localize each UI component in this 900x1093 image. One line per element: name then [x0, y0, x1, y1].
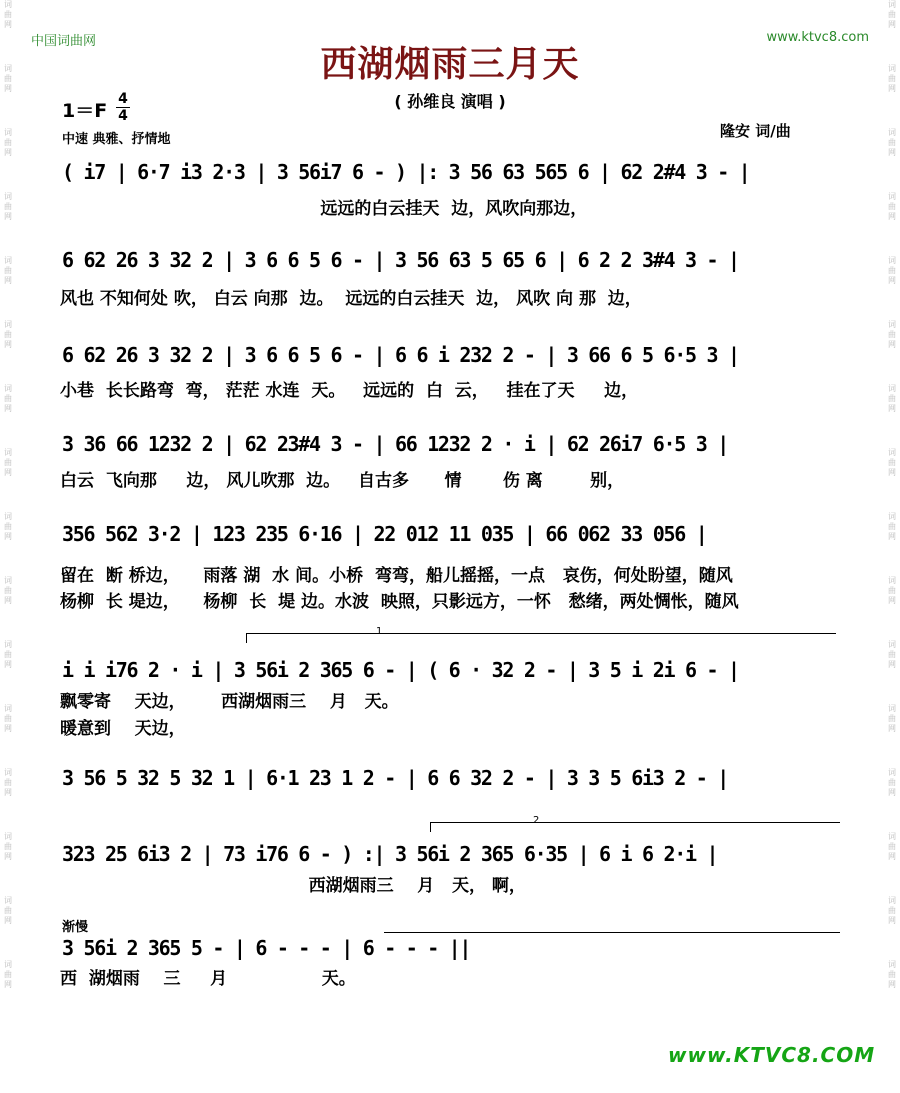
key-signature: 1＝F	[62, 100, 108, 122]
notation-line-1: ( i7 | 6·7 i3 2·3 | 3 56i7 6 - ) |: 3 56 63 565 6 | 62 2#4 3 - |	[62, 160, 750, 184]
watermark-char: 词	[888, 768, 896, 777]
watermark-char: 词	[4, 384, 12, 393]
watermark-char: 曲	[4, 394, 12, 403]
watermark-char: 曲	[888, 10, 896, 19]
watermark-char: 网	[4, 660, 12, 669]
watermark-char: 曲	[4, 330, 12, 339]
watermark-char: 词	[4, 704, 12, 713]
tie-line-final	[384, 932, 840, 933]
watermark-char: 网	[4, 852, 12, 861]
notation-line-8: 323 25 6i3 2 | 73 i76 6 - ) :| 3 56i 2 365 6·35 | 6 i 6 2·i |	[62, 842, 718, 866]
watermark-char: 网	[888, 84, 896, 93]
watermark-char: 词	[4, 896, 12, 905]
watermark-char: 网	[4, 148, 12, 157]
watermark-char: 词	[4, 64, 12, 73]
site-url-right: www.ktvc8.com	[766, 30, 869, 45]
watermark-char: 词	[888, 448, 896, 457]
watermark-char: 词	[4, 576, 12, 585]
watermark-char: 曲	[888, 714, 896, 723]
notation-line-3: 6 62 26 3 32 2 | 3 6 6 5 6 - | 6 6 i 232 2 - | 3 66 6 5 6·5 3 |	[62, 343, 739, 367]
lyric-line-8: 西湖烟雨三 月 天， 啊，	[60, 876, 526, 896]
watermark-char: 词	[888, 192, 896, 201]
volta-bracket-2	[430, 822, 840, 823]
watermark-char: 曲	[888, 458, 896, 467]
lyric-line-9: 西 湖烟雨 三 月 天。	[60, 969, 356, 989]
lyric-line-6b: 暖意到 天边，	[60, 719, 186, 739]
watermark-char: 曲	[888, 778, 896, 787]
watermark-char: 曲	[4, 522, 12, 531]
watermark-char: 网	[888, 532, 896, 541]
watermark-char: 曲	[4, 650, 12, 659]
watermark-char: 网	[4, 276, 12, 285]
watermark-char: 曲	[888, 266, 896, 275]
watermark-char: 网	[888, 276, 896, 285]
watermark-char: 网	[888, 660, 896, 669]
site-logo-footer: www.KTVC8.COM	[668, 1043, 876, 1067]
watermark-char: 词	[4, 512, 12, 521]
watermark-char: 曲	[888, 586, 896, 595]
lyric-line-5a: 留在 断 桥边， 雨落 湖 水 间。小桥 弯弯，船儿摇摇，一点 哀伤，何处盼望，随风	[60, 566, 733, 586]
watermark-char: 词	[4, 768, 12, 777]
lyric-line-4: 白云 飞向那 边， 风儿吹那 边。 自古多 情 伤 离 别，	[60, 471, 625, 491]
time-signature-bottom: 4	[118, 108, 128, 124]
watermark-char: 曲	[4, 842, 12, 851]
watermark-char: 词	[4, 832, 12, 841]
song-title: 西湖烟雨三月天	[320, 44, 580, 85]
watermark-char: 网	[888, 788, 896, 797]
watermark-char: 词	[888, 384, 896, 393]
watermark-char: 词	[888, 960, 896, 969]
volta-number-2: 2	[533, 815, 540, 826]
watermark-char: 网	[888, 980, 896, 989]
watermark-char: 词	[4, 320, 12, 329]
watermark-char: 曲	[4, 714, 12, 723]
watermark-char: 曲	[4, 10, 12, 19]
watermark-char: 网	[888, 20, 896, 29]
notation-line-9: 3 56i 2 365 5 - | 6 - - - | 6 - - - ||	[62, 936, 471, 960]
watermark-char: 曲	[4, 970, 12, 979]
watermark-char: 网	[4, 20, 12, 29]
watermark-char: 词	[888, 704, 896, 713]
lyric-line-5b: 杨柳 长 堤边， 杨柳 长 堤 边。水波 映照，只影远方，一怀 愁绪，两处惆怅，随风	[60, 592, 739, 612]
watermark-char: 网	[888, 724, 896, 733]
watermark-char: 曲	[888, 906, 896, 915]
watermark-char: 网	[888, 212, 896, 221]
volta-number-1: 1	[376, 626, 383, 637]
watermark-char: 网	[4, 468, 12, 477]
watermark-char: 词	[4, 128, 12, 137]
notation-line-2: 6 62 26 3 32 2 | 3 6 6 5 6 - | 3 56 63 5 65 6 | 6 2 2 3#4 3 - |	[62, 248, 739, 272]
watermark-char: 词	[888, 576, 896, 585]
watermark-char: 词	[4, 448, 12, 457]
watermark-char: 网	[888, 148, 896, 157]
watermark-char: 词	[888, 0, 896, 9]
notation-line-7: 3 56 5 32 5 32 1 | 6·1 23 1 2 - | 6 6 32 2 - | 3 3 5 6i3 2 - |	[62, 766, 728, 790]
volta-bracket-2-tick	[430, 822, 431, 832]
left-watermark-strip	[0, 0, 16, 1093]
volta-bracket-1-tick	[246, 633, 247, 643]
watermark-char: 网	[4, 788, 12, 797]
watermark-char: 网	[888, 468, 896, 477]
lyric-line-1: 远远的白云挂天 边，风吹向那边，	[60, 199, 588, 219]
watermark-char: 曲	[888, 394, 896, 403]
watermark-char: 网	[888, 340, 896, 349]
watermark-char: 网	[4, 532, 12, 541]
watermark-char: 曲	[4, 586, 12, 595]
performer-credit: ( 孙维良 演唱 )	[394, 92, 506, 111]
watermark-char: 曲	[4, 778, 12, 787]
tempo-marking: 中速 典雅、抒情地	[62, 132, 171, 147]
watermark-char: 网	[4, 596, 12, 605]
watermark-char: 曲	[4, 458, 12, 467]
watermark-char: 词	[888, 832, 896, 841]
lyric-line-3: 小巷 长长路弯 弯， 茫茫 水连 天。 远远的 白 云， 挂在了天 边，	[60, 381, 639, 401]
site-name-left: 中国词曲网	[31, 34, 97, 49]
watermark-char: 曲	[888, 138, 896, 147]
notation-line-6: i i i76 2 · i | 3 56i 2 365 6 - | ( 6 · 32 2 - | 3 5 i 2i 6 - |	[62, 658, 739, 682]
volta-bracket-1	[246, 633, 836, 634]
watermark-char: 网	[4, 724, 12, 733]
time-signature-top: 4	[118, 91, 128, 107]
lyric-line-2: 风也 不知何处 吹， 白云 向那 边。 远远的白云挂天 边， 风吹 向 那 边，	[60, 289, 642, 309]
watermark-char: 曲	[4, 202, 12, 211]
watermark-char: 词	[888, 128, 896, 137]
watermark-char: 词	[4, 256, 12, 265]
watermark-char: 词	[888, 256, 896, 265]
watermark-char: 曲	[4, 74, 12, 83]
watermark-char: 网	[4, 916, 12, 925]
watermark-char: 曲	[888, 74, 896, 83]
watermark-char: 曲	[888, 522, 896, 531]
lyric-line-6a: 飘零寄 天边， 西湖烟雨三 月 天。	[60, 692, 399, 712]
tempo-change-marking: 渐慢	[62, 920, 89, 935]
watermark-char: 曲	[888, 650, 896, 659]
watermark-char: 曲	[888, 842, 896, 851]
watermark-char: 曲	[888, 202, 896, 211]
watermark-char: 曲	[4, 138, 12, 147]
watermark-char: 网	[4, 340, 12, 349]
watermark-char: 曲	[888, 330, 896, 339]
watermark-char: 网	[4, 84, 12, 93]
watermark-char: 词	[4, 640, 12, 649]
watermark-char: 词	[888, 512, 896, 521]
watermark-char: 网	[4, 212, 12, 221]
watermark-char: 词	[4, 0, 12, 9]
watermark-char: 词	[4, 192, 12, 201]
watermark-char: 网	[888, 852, 896, 861]
watermark-char: 词	[888, 64, 896, 73]
watermark-char: 词	[888, 640, 896, 649]
watermark-char: 曲	[888, 970, 896, 979]
time-signature	[116, 92, 130, 123]
composer-credit: 隆安 词/曲	[720, 122, 791, 140]
watermark-char: 曲	[4, 266, 12, 275]
watermark-char: 词	[888, 896, 896, 905]
watermark-char: 网	[888, 596, 896, 605]
watermark-char: 词	[888, 320, 896, 329]
watermark-char: 网	[888, 916, 896, 925]
watermark-char: 网	[888, 404, 896, 413]
watermark-char: 网	[4, 980, 12, 989]
notation-line-5: 356 562 3·2 | 123 235 6·16 | 22 012 11 035 | 66 062 33 056 |	[62, 522, 707, 546]
watermark-char: 曲	[4, 906, 12, 915]
watermark-char: 网	[4, 404, 12, 413]
watermark-char: 词	[4, 960, 12, 969]
notation-line-4: 3 36 66 1232 2 | 62 23#4 3 - | 66 1232 2 · i | 62 26i7 6·5 3 |	[62, 432, 728, 456]
right-watermark-strip	[884, 0, 900, 1093]
